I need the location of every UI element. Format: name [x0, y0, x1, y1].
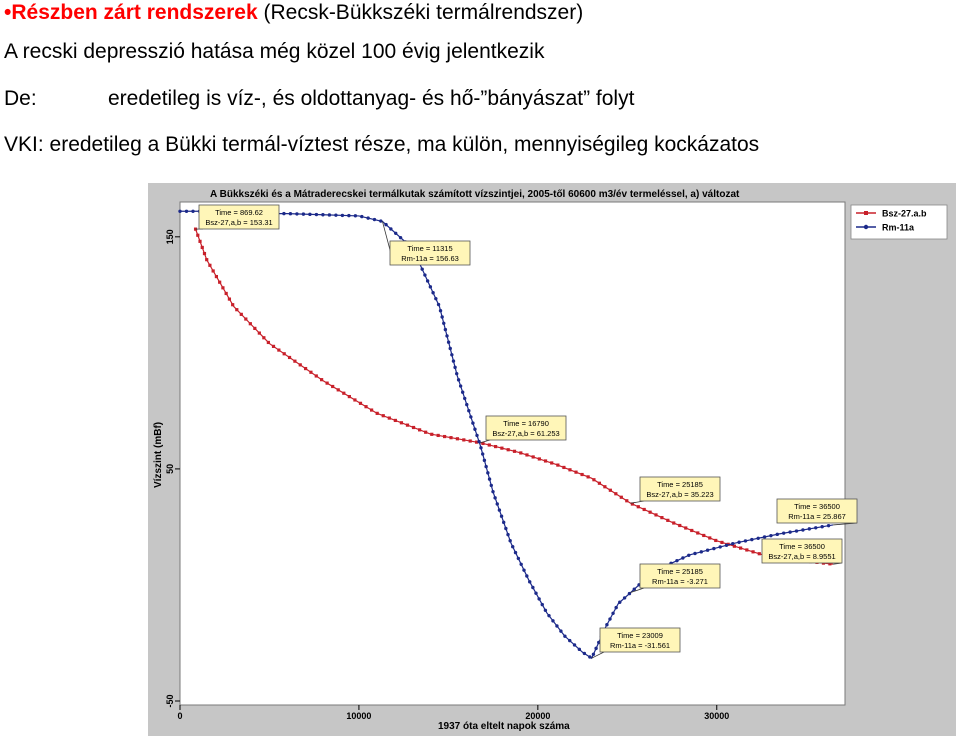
data-marker: [714, 539, 717, 542]
data-marker: [745, 548, 748, 551]
data-marker: [420, 267, 423, 270]
y-tick-label: 50: [165, 464, 175, 474]
data-marker: [522, 568, 525, 571]
data-marker: [481, 452, 484, 455]
data-marker: [308, 213, 311, 216]
data-marker: [198, 240, 201, 243]
value-callout: [631, 477, 720, 503]
data-marker: [625, 499, 628, 502]
data-marker: [580, 473, 583, 476]
value-callout: [762, 539, 842, 564]
data-marker: [578, 648, 581, 651]
data-marker: [500, 447, 503, 450]
data-marker: [506, 533, 509, 536]
data-marker: [315, 374, 318, 377]
data-marker: [700, 550, 703, 553]
data-marker: [418, 428, 421, 431]
data-marker: [457, 378, 460, 381]
data-marker: [366, 216, 369, 219]
data-marker: [360, 215, 363, 218]
data-marker: [528, 580, 531, 583]
data-marker: [756, 537, 759, 540]
data-marker: [442, 322, 445, 325]
data-marker: [684, 526, 687, 529]
data-marker: [430, 433, 433, 436]
data-marker: [389, 227, 392, 230]
data-marker: [434, 297, 437, 300]
callout-line-2: Bsz-27,a,b = 35.223: [646, 490, 713, 499]
data-marker: [463, 397, 466, 400]
y-tick-label: -50: [165, 694, 175, 707]
data-marker: [706, 548, 709, 551]
data-marker: [587, 475, 590, 478]
data-marker: [488, 443, 491, 446]
legend-label: Rm-11a: [882, 223, 915, 233]
data-marker: [178, 210, 181, 213]
data-marker: [341, 214, 344, 217]
data-marker: [605, 623, 608, 626]
callout-line-1: Time = 11315: [407, 244, 452, 253]
data-marker: [431, 291, 434, 294]
x-tick-label: 30000: [704, 711, 729, 721]
data-marker: [412, 426, 415, 429]
callout-line-1: Time = 36500: [794, 502, 840, 511]
data-marker: [795, 529, 798, 532]
data-marker: [583, 652, 586, 655]
x-axis-label: 1937 óta eltelt napok száma: [438, 721, 570, 732]
data-marker: [473, 428, 476, 431]
data-marker: [437, 303, 440, 306]
data-marker: [532, 455, 535, 458]
data-marker: [426, 279, 429, 282]
data-marker: [394, 419, 397, 422]
data-marker: [304, 367, 307, 370]
data-marker: [500, 515, 503, 518]
data-marker: [388, 416, 391, 419]
callout-line-2: Rm-11a = -31.561: [610, 641, 670, 650]
callout-line-2: Rm-11a = 25.867: [788, 512, 846, 521]
data-marker: [295, 212, 298, 215]
slide-title-line: [4, 1, 583, 25]
data-marker: [467, 409, 470, 412]
data-marker: [614, 606, 617, 609]
data-marker: [681, 556, 684, 559]
data-marker: [637, 505, 640, 508]
data-marker: [517, 557, 520, 560]
data-marker: [493, 496, 496, 499]
data-marker: [568, 639, 571, 642]
data-marker: [609, 489, 612, 492]
data-marker: [820, 525, 823, 528]
data-marker: [525, 453, 528, 456]
data-marker: [559, 629, 562, 632]
data-marker: [643, 508, 646, 511]
data-marker: [185, 210, 188, 213]
data-marker: [328, 213, 331, 216]
data-marker: [240, 313, 243, 316]
callout-line-1: Time = 16790: [503, 419, 549, 428]
data-marker: [455, 372, 458, 375]
data-marker: [359, 402, 362, 405]
data-marker: [282, 212, 285, 215]
data-marker: [471, 421, 474, 424]
data-marker: [731, 542, 734, 545]
data-marker: [231, 303, 234, 306]
data-marker: [459, 384, 462, 387]
data-marker: [453, 366, 456, 369]
data-marker: [288, 356, 291, 359]
data-marker: [737, 541, 740, 544]
data-marker: [690, 529, 693, 532]
data-marker: [423, 273, 426, 276]
y-tick-label: 150: [165, 229, 175, 244]
data-marker: [592, 653, 595, 656]
data-marker: [337, 388, 340, 391]
data-marker: [347, 214, 350, 217]
data-marker: [708, 536, 711, 539]
data-marker: [400, 421, 403, 424]
data-marker: [450, 353, 453, 356]
data-marker: [205, 258, 208, 261]
data-marker: [491, 490, 494, 493]
data-marker: [326, 382, 329, 385]
data-marker: [406, 424, 409, 427]
data-marker: [348, 395, 351, 398]
data-marker: [249, 322, 252, 325]
data-marker: [191, 210, 194, 213]
data-marker: [277, 348, 280, 351]
data-marker: [218, 281, 221, 284]
title-subtitle: (Recsk-Bükkszéki termálrendszer): [258, 1, 584, 24]
data-marker: [315, 213, 318, 216]
value-callout: [480, 416, 566, 443]
data-marker: [382, 414, 385, 417]
data-marker: [208, 264, 211, 267]
data-marker: [666, 519, 669, 522]
data-marker: [672, 521, 675, 524]
value-callout: [196, 205, 279, 229]
data-marker: [750, 538, 753, 541]
data-marker: [544, 609, 547, 612]
data-marker: [519, 563, 522, 566]
data-marker: [289, 212, 292, 215]
data-marker: [302, 212, 305, 215]
data-marker: [649, 511, 652, 514]
line-vki: VKI: eredetileg a Bükki termál-víztest része, ma külön, mennyiségileg kockázatos: [4, 133, 759, 157]
data-marker: [538, 457, 541, 460]
data-marker: [462, 438, 465, 441]
plot-area: [180, 202, 845, 705]
callout-line-2: Bsz-27,a,b = 153.31: [205, 218, 272, 227]
data-marker: [215, 275, 218, 278]
data-marker: [654, 513, 657, 516]
data-marker: [525, 574, 528, 577]
data-marker: [611, 612, 614, 615]
data-marker: [502, 521, 505, 524]
data-marker: [620, 496, 623, 499]
data-marker: [598, 482, 601, 485]
data-marker: [808, 527, 811, 530]
data-marker: [452, 359, 455, 362]
data-marker: [758, 552, 761, 555]
data-marker: [498, 508, 501, 511]
data-marker: [235, 308, 238, 311]
data-marker: [437, 434, 440, 437]
data-marker: [592, 478, 595, 481]
data-marker: [449, 347, 452, 350]
data-marker: [225, 292, 228, 295]
line-depression-effect: A recski depresszió hatása még közel 100 évig jelentkezik: [4, 40, 544, 64]
data-marker: [203, 252, 206, 255]
data-marker: [712, 547, 715, 550]
data-marker: [513, 450, 516, 453]
data-marker: [283, 352, 286, 355]
legend: [851, 205, 947, 239]
data-marker: [550, 461, 553, 464]
data-marker: [449, 436, 452, 439]
data-marker: [556, 463, 559, 466]
data-marker: [675, 559, 678, 562]
data-marker: [354, 214, 357, 217]
data-marker: [253, 327, 256, 330]
data-marker: [678, 524, 681, 527]
data-marker: [782, 531, 785, 534]
data-marker: [221, 286, 224, 289]
callout-line-2: Bsz-27,a,b = 8.9551: [768, 552, 835, 561]
data-marker: [574, 471, 577, 474]
data-marker: [465, 403, 468, 406]
data-marker: [267, 341, 270, 344]
data-marker: [693, 552, 696, 555]
data-marker: [573, 643, 576, 646]
callout-line-1: Time = 25185: [657, 480, 703, 489]
data-marker: [399, 236, 402, 239]
data-marker: [720, 541, 723, 544]
data-marker: [320, 378, 323, 381]
data-marker: [660, 516, 663, 519]
data-marker: [562, 466, 565, 469]
data-marker: [461, 391, 464, 394]
chart-title: A Bükkszéki és a Mátraderecskei termálkutak számított vízszintjei, 2005-től 60600 m3/év termeléssel, a) változat: [210, 189, 740, 200]
data-marker: [718, 545, 721, 548]
data-marker: [551, 619, 554, 622]
data-marker: [623, 596, 626, 599]
data-marker: [477, 440, 480, 443]
callout-line-1: Time = 23009: [617, 631, 663, 640]
data-marker: [228, 297, 231, 300]
data-marker: [519, 451, 522, 454]
value-callout: [631, 564, 720, 593]
data-marker: [687, 554, 690, 557]
line-however: [4, 87, 634, 111]
chart-container: [148, 183, 956, 736]
title-highlight: Részben zárt rendszerek: [11, 1, 257, 24]
callout-line-1: Time = 25185: [657, 567, 703, 576]
data-marker: [614, 492, 617, 495]
data-marker: [469, 415, 472, 418]
data-marker: [370, 408, 373, 411]
data-marker: [475, 434, 478, 437]
data-marker: [262, 336, 265, 339]
data-marker: [483, 459, 486, 462]
data-marker: [331, 385, 334, 388]
data-marker: [212, 269, 215, 272]
data-marker: [394, 232, 397, 235]
data-marker: [384, 223, 387, 226]
data-marker: [353, 398, 356, 401]
bullet: •: [4, 1, 11, 24]
data-marker: [547, 614, 550, 617]
data-marker: [511, 545, 514, 548]
data-marker: [537, 597, 540, 600]
y-axis-label: Vízszint (mBf): [153, 422, 164, 488]
data-marker: [469, 439, 472, 442]
data-marker: [309, 371, 312, 374]
data-marker: [744, 539, 747, 542]
data-marker: [763, 535, 766, 538]
data-marker: [544, 459, 547, 462]
data-marker: [633, 588, 636, 591]
data-marker: [342, 392, 345, 395]
data-marker: [429, 285, 432, 288]
data-marker: [293, 360, 296, 363]
chart-svg: [148, 183, 956, 736]
data-marker: [272, 345, 275, 348]
data-marker: [504, 527, 507, 530]
data-marker: [447, 340, 450, 343]
data-marker: [445, 334, 448, 337]
data-marker: [751, 550, 754, 553]
data-marker: [769, 534, 772, 537]
data-marker: [568, 468, 571, 471]
data-marker: [702, 534, 705, 537]
data-marker: [588, 655, 591, 658]
data-marker: [776, 533, 779, 536]
data-marker: [299, 363, 302, 366]
callout-line-1: Time = 869.62: [215, 208, 263, 217]
data-marker: [496, 502, 499, 505]
data-marker: [484, 465, 487, 468]
data-marker: [563, 635, 566, 638]
data-marker: [479, 446, 482, 449]
data-marker: [488, 477, 491, 480]
data-marker: [443, 435, 446, 438]
data-marker: [827, 524, 830, 527]
data-marker: [608, 617, 611, 620]
callout-line-2: Rm-11a = -3.271: [652, 577, 708, 586]
data-marker: [541, 603, 544, 606]
data-marker: [514, 551, 517, 554]
data-marker: [507, 448, 510, 451]
data-marker: [456, 437, 459, 440]
data-marker: [424, 431, 427, 434]
callout-line-2: Rm-11a = 156.63: [401, 254, 459, 263]
data-marker: [534, 592, 537, 595]
legend-marker: [864, 225, 868, 229]
data-marker: [494, 445, 497, 448]
data-marker: [814, 526, 817, 529]
x-tick-label: 20000: [525, 711, 550, 721]
data-marker: [788, 530, 791, 533]
data-marker: [801, 528, 804, 531]
data-marker: [603, 485, 606, 488]
x-tick-label: 0: [177, 711, 182, 721]
x-tick-label: 10000: [346, 711, 371, 721]
data-marker: [594, 647, 597, 650]
value-callout: [777, 499, 857, 525]
data-marker: [444, 328, 447, 331]
callout-line-2: Bsz-27,a,b = 61.253: [492, 429, 559, 438]
data-marker: [696, 531, 699, 534]
data-marker: [440, 315, 443, 318]
legend-label: Bsz-27.a.b: [882, 209, 927, 219]
data-marker: [739, 546, 742, 549]
data-marker: [725, 544, 728, 547]
data-marker: [321, 213, 324, 216]
data-marker: [334, 213, 337, 216]
data-marker: [201, 246, 204, 249]
de-text: eredetileg is víz-, és oldottanyag- és hő-”bányászat” folyt: [108, 87, 634, 110]
data-marker: [490, 484, 493, 487]
data-marker: [555, 624, 558, 627]
data-marker: [531, 586, 534, 589]
data-marker: [196, 234, 199, 237]
de-label: De:: [4, 87, 108, 111]
data-marker: [379, 219, 382, 222]
data-marker: [508, 539, 511, 542]
data-marker: [364, 405, 367, 408]
legend-marker: [864, 211, 868, 215]
data-marker: [618, 601, 621, 604]
data-marker: [439, 309, 442, 312]
callout-line-1: Time = 36500: [779, 542, 825, 551]
data-marker: [258, 331, 261, 334]
data-marker: [373, 218, 376, 221]
data-marker: [376, 412, 379, 415]
data-marker: [486, 471, 489, 474]
data-marker: [244, 317, 247, 320]
